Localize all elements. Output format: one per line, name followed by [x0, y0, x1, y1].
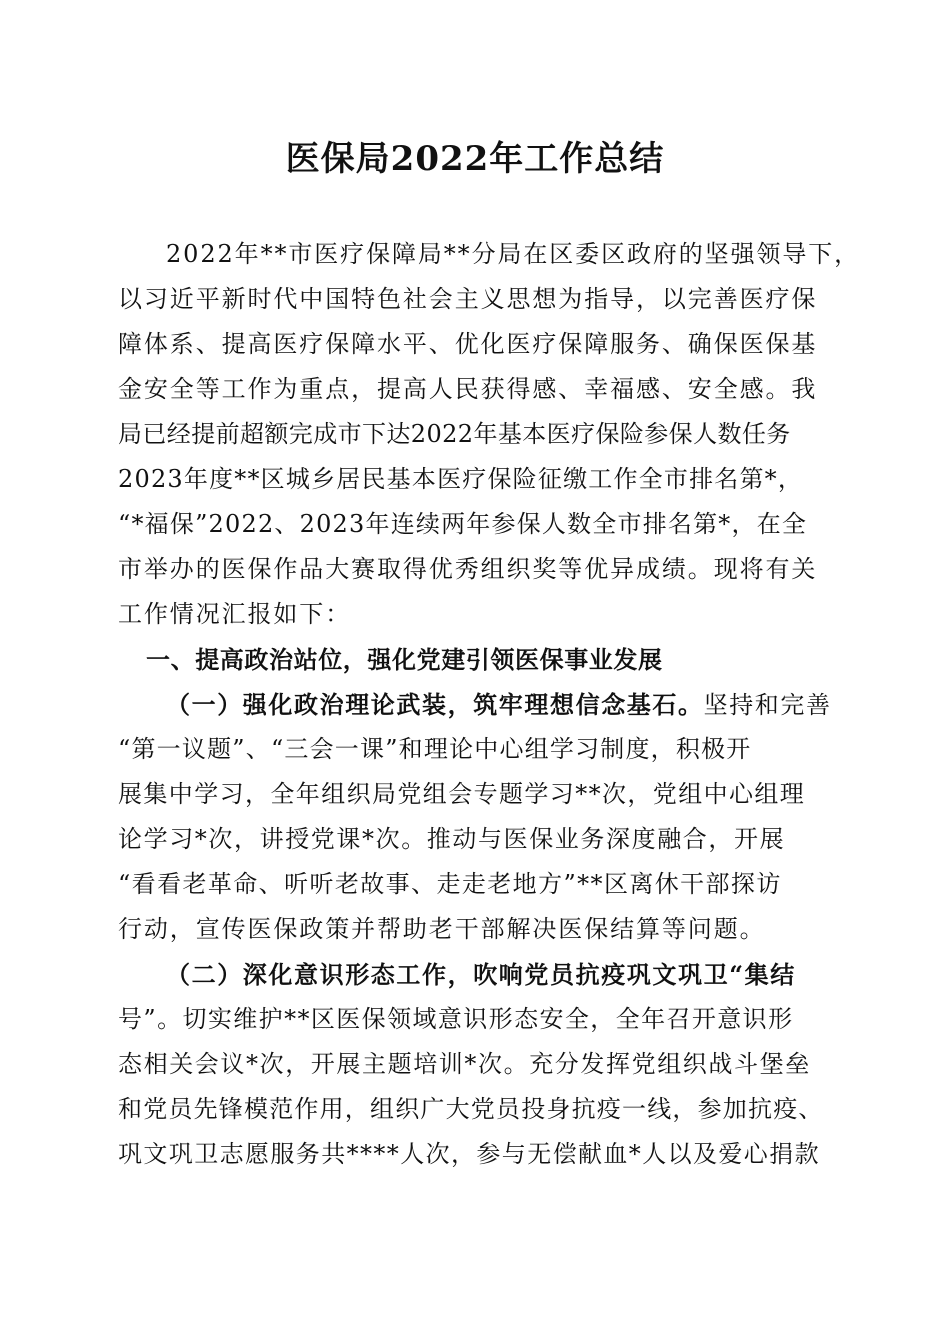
paragraph-line: 巩文巩卫志愿服务共****人次，参与无偿献血*人以及爱心捐款 — [118, 1140, 820, 1168]
paragraph-line: 和党员先锋模范作用，组织广大党员投身抗疫一线，参加抗疫、 — [118, 1095, 824, 1123]
paragraph-line: 号”。切实维护**区医保领域意识形态安全，全年召开意识形 — [118, 1005, 794, 1033]
paragraph-line: 展集中学习，全年组织局党组会专题学习**次，党组中心组理 — [118, 780, 806, 808]
paragraph-line: 金安全等工作为重点，提高人民获得感、幸福感、安全感。我 — [118, 375, 818, 403]
paragraph-line: 市举办的医保作品大赛取得优秀组织奖等优异成绩。现将有关 — [118, 555, 818, 583]
paragraph-line — [118, 682, 838, 727]
paragraph-line: 以习近平新时代中国特色社会主义思想为指导，以完善医疗保 — [118, 285, 818, 313]
paragraph-line: 论学习*次，讲授党课*次。推动与医保业务深度融合，开展 — [118, 825, 786, 853]
subsection-heading: （二）深化意识形态工作，吹响党员抗疫巩文巩卫“集结 — [166, 960, 796, 989]
paragraph-line: 工作情况汇报如下： — [118, 600, 352, 628]
subsection-text: 坚持和完善 — [703, 691, 832, 719]
page-title: 医保局2022年工作总结 — [285, 139, 665, 179]
paragraph-line: 局已经提前超额完成市下达2022年基本医疗保险参保人数任务 — [118, 420, 791, 448]
section-heading: 一、提高政治站位，强化党建引领医保事业发展 — [146, 645, 663, 674]
paragraph-line: 2023年度**区城乡居民基本医疗保险征缴工作全市排名第*， — [118, 465, 804, 493]
paragraph-line: 2022年**市医疗保障局**分局在区委区政府的坚强领导下， — [166, 240, 861, 268]
paragraph-line: “*福保”2022、2023年连续两年参保人数全市排名第*，在全 — [118, 510, 808, 538]
paragraph-line: 障体系、提高医疗保障水平、优化医疗保障服务、确保医保基 — [118, 330, 818, 358]
subsection-heading: （一）强化政治理论武装，筑牢理想信念基石。 — [166, 690, 704, 719]
paragraph-line: “第一议题”、“三会一课”和理论中心组学习制度，积极开 — [118, 735, 752, 763]
paragraph-line: 态相关会议*次，开展主题培训*次。充分发挥党组织战斗堡垒 — [118, 1050, 811, 1078]
paragraph-line: “看看老革命、听听老故事、走走老地方”**区离休干部探访 — [118, 870, 782, 898]
document-body — [118, 232, 861, 1177]
paragraph-line: 行动，宣传医保政策并帮助老干部解决医保结算等问题。 — [118, 915, 766, 943]
